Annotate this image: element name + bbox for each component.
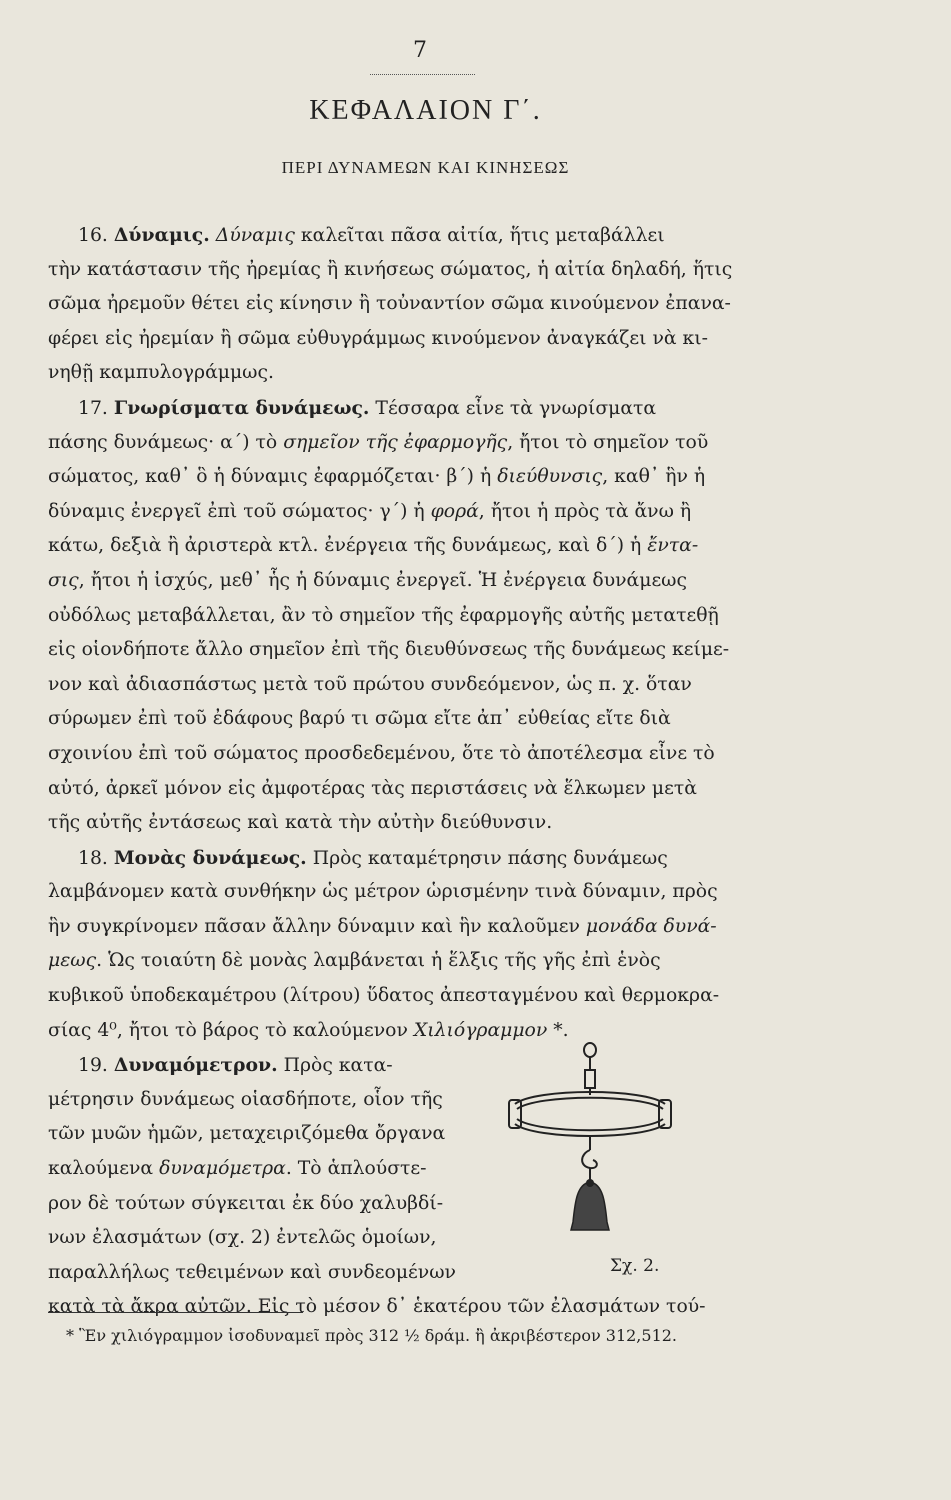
figure-caption: Σχ. 2. [610, 1256, 660, 1276]
text-line: τὴν κατάστασιν τῆς ἠρεμίας ἢ κινήσεως σώματος, ἡ αἰτία δηλαδή, ἥτις [48, 258, 733, 280]
text-line: κατὰ τὰ ἄκρα αὐτῶν. Εἰς τὸ μέσον δ᾽ ἑκατέρου τῶν ἐλασμάτων τού- [48, 1296, 706, 1318]
text-line: μεως. Ὡς τοιαύτη δὲ μονὰς λαμβάνεται ἡ ἕλξις τῆς γῆς ἐπὶ ἑνὸς [48, 950, 661, 972]
text-line: σῶμα ἠρεμοῦν θέτει εἰς κίνησιν ἢ τοὐναντίον σῶμα κινούμενον ἐπανα- [48, 293, 731, 315]
section-number: 19. [78, 1055, 108, 1077]
body-text [48, 218, 791, 1325]
text-line: νηθῇ καμπυλογράμμως. [48, 362, 274, 384]
text-line: φέρει εἰς ἠρεμίαν ἢ σῶμα εὐθυγράμμως κινούμενον ἀναγκάζει νὰ κι- [48, 327, 708, 349]
section-number: 18. [78, 847, 108, 869]
page-number: 7 [413, 38, 427, 63]
text-line: τῶν μυῶν ἡμῶν, μεταχειριζόμεθα ὄργανα [48, 1123, 446, 1145]
text-line: σις, ἤτοι ἡ ἰσχύς, μεθ᾽ ἧς ἡ δύναμις ἐνεργεῖ. Ἡ ἐνέργεια δυνάμεως [48, 569, 688, 591]
text-line: σύρωμεν ἐπὶ τοῦ ἐδάφους βαρύ τι σῶμα εἴτε ἀπ᾽ εὐθείας εἴτε διὰ [48, 708, 671, 730]
text-line: δύναμις ἐνεργεῖ ἐπὶ τοῦ σώματος· γ΄) ἡ φορά, ἤτοι ἡ πρὸς τὰ ἄνω ἢ [48, 500, 692, 522]
text-line: παραλλήλως τεθειμένων καὶ συνδεομένων [48, 1261, 456, 1283]
section-number: 16. [78, 225, 108, 246]
section-18-line: 18. Μονὰς δυνάμεως. Πρὸς καταμέτρησιν πάσης δυνάμεως [78, 846, 668, 869]
footnote-rule [48, 1312, 303, 1313]
text-line: σχοινίου ἐπὶ τοῦ σώματος προσδεδεμένου, ὅτε τὸ ἀποτέλεσμα εἶνε τὸ [48, 742, 715, 764]
text-line: εἰς οἱονδήποτε ἄλλο σημεῖον ἐπὶ τῆς διευθύνσεως τῆς δυνάμεως κείμε- [48, 639, 730, 661]
footnote: * Ἓν χιλιόγραμμον ἰσοδυναμεῖ πρὸς 312 ½ δράμ. ἢ ἀκριβέστερον 312,512. [66, 1326, 678, 1345]
section-number: 17. [78, 397, 108, 419]
chapter-subtitle: ΠΕΡΙ ΔΥΝΑΜΕΩΝ ΚΑΙ ΚΙΝΗΣΕΩΣ [281, 158, 570, 177]
text-line: πάσης δυνάμεως· α΄) τὸ σημεῖον τῆς ἐφαρμογῆς, ἤτοι τὸ σημεῖον τοῦ [48, 431, 709, 453]
text-line: κάτω, δεξιὰ ἢ ἀριστερὰ κτλ. ἐνέργεια τῆς δυνάμεως, καὶ δ΄) ἡ ἔντα- [48, 535, 699, 557]
text-line: μέτρησιν δυνάμεως οἱασδήποτε, οἷον τῆς [48, 1088, 443, 1110]
section-heading: Δυναμόμετρον. [113, 1054, 278, 1077]
section-heading: Μονὰς δυνάμεως. [113, 846, 307, 869]
text-line: αὐτό, ἀρκεῖ μόνον εἰς ἀμφοτέρας τὰς περιστάσεις νὰ ἕλκωμεν μετὰ [48, 777, 697, 799]
text-line: ἣν συγκρίνομεν πᾶσαν ἄλλην δύναμιν καὶ ἣν καλοῦμεν μονάδα δυνά- [48, 915, 717, 937]
page-number-rule [370, 74, 475, 75]
text-line: σίας 4⁰, ἤτοι τὸ βάρος τὸ καλούμενον Χιλιόγραμμον *. [48, 1019, 569, 1041]
text-line: κυβικοῦ ὑποδεκαμέτρου (λίτρου) ὕδατος ἀπεσταγμένου καὶ θερμοκρα- [48, 985, 720, 1007]
section-heading: Γνωρίσματα δυνάμεως. [113, 396, 370, 419]
section-heading: Δύναμις. [113, 224, 210, 246]
text-line: νον καὶ ἀδιασπάστως μετὰ τοῦ πρώτου συνδεόμενον, ὡς π. χ. ὅταν [48, 673, 692, 695]
dynamometer-figure [505, 1042, 675, 1262]
section-16-line: 16. Δύναμις. Δύναμις καλεῖται πᾶσα αἰτία, ἥτις μεταβάλλει [78, 224, 665, 246]
section-17-line: 17. Γνωρίσματα δυνάμεως. Τέσσαρα εἶνε τὰ γνωρίσματα [78, 396, 657, 419]
text-line: οὐδόλως μεταβάλλεται, ἂν τὸ σημεῖον τῆς ἐφαρμογῆς αὐτῆς μετατεθῇ [48, 604, 719, 626]
text-line: λαμβάνομεν κατὰ συνθήκην ὡς μέτρον ὡρισμένην τινὰ δύναμιν, πρὸς [48, 881, 718, 903]
text-line: ρον δὲ τούτων σύγκειται ἐκ δύο χαλυβδί- [48, 1192, 444, 1214]
text-line: καλούμενα δυναμόμετρα. Τὸ ἁπλούστε- [48, 1158, 427, 1180]
text-line: νων ἐλασμάτων (σχ. 2) ἐντελῶς ὁμοίων, [48, 1227, 437, 1249]
text-line: τῆς αὐτῆς ἐντάσεως καὶ κατὰ τὴν αὐτὴν διεύθυνσιν. [48, 812, 553, 834]
text-line: σώματος, καθ᾽ ὃ ἡ δύναμις ἐφαρμόζεται· β΄) ἡ διεύθυνσις, καθ᾽ ἣν ἡ [48, 466, 706, 488]
section-19-line: 19. Δυναμόμετρον. Πρὸς κατα- [78, 1054, 393, 1077]
chapter-title: ΚΕΦΑΛΑΙΟΝ Γ΄. [309, 95, 542, 126]
